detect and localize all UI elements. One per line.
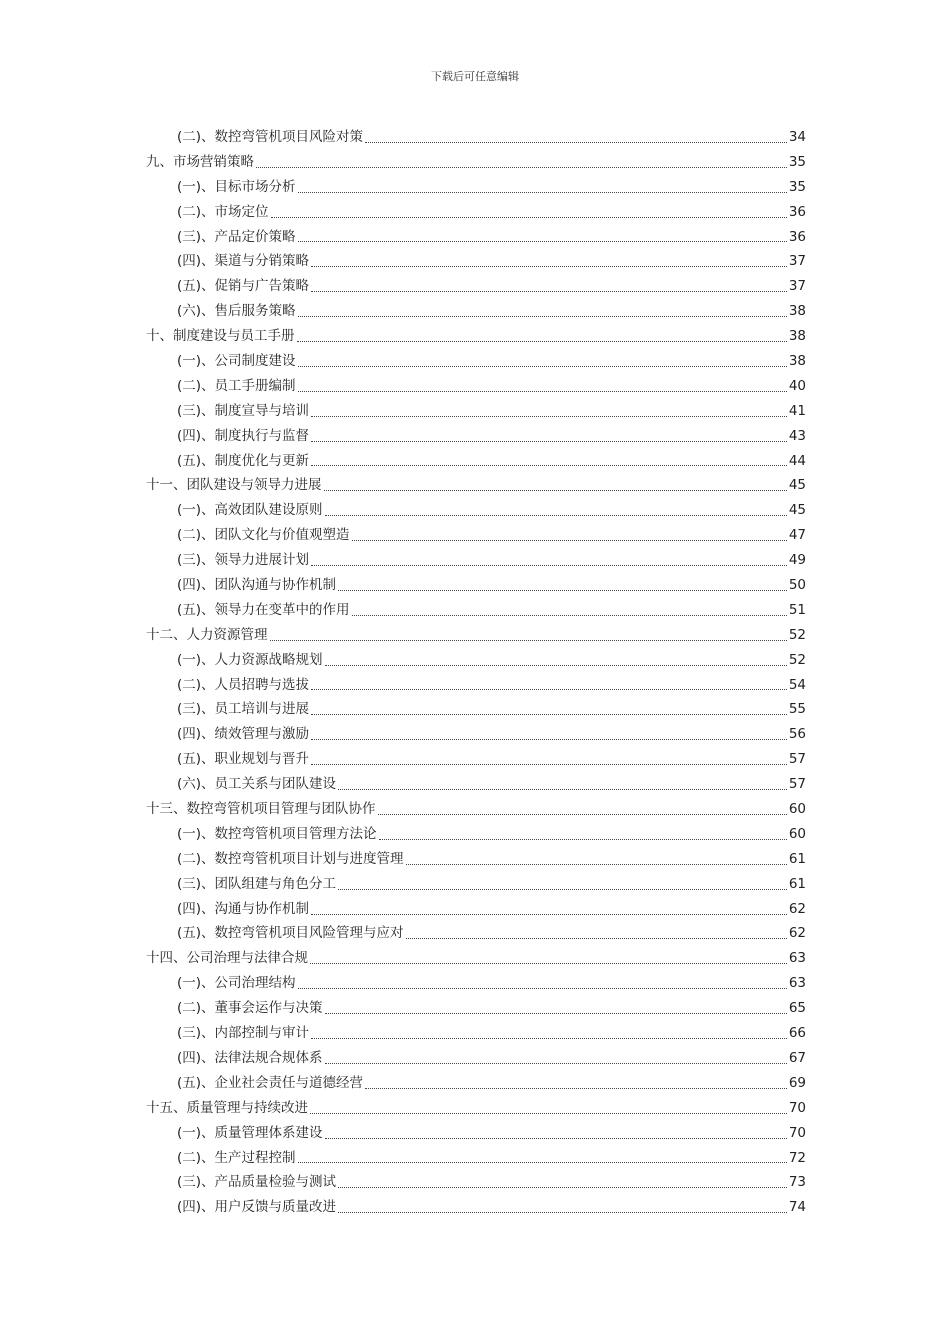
toc-page-number: 67 bbox=[788, 1049, 806, 1066]
toc-chapter-entry[interactable] bbox=[146, 623, 806, 648]
toc-dot-leader bbox=[311, 266, 787, 267]
toc-section-entry[interactable] bbox=[146, 673, 806, 698]
toc-section-entry[interactable] bbox=[146, 125, 806, 150]
toc-section-entry[interactable] bbox=[146, 1021, 806, 1046]
toc-page-number: 37 bbox=[788, 253, 806, 270]
toc-dot-leader bbox=[352, 540, 787, 541]
toc-dot-leader bbox=[325, 1013, 787, 1014]
toc-dot-leader bbox=[325, 1063, 787, 1064]
toc-section-entry[interactable] bbox=[146, 822, 806, 847]
toc-page-number: 63 bbox=[788, 950, 806, 967]
toc-section-entry[interactable] bbox=[146, 424, 806, 449]
toc-dot-leader bbox=[298, 241, 787, 242]
toc-dot-leader bbox=[324, 490, 787, 491]
toc-page-number: 49 bbox=[788, 552, 806, 569]
table-of-contents bbox=[146, 125, 806, 1220]
toc-dot-leader bbox=[311, 441, 787, 442]
toc-page-number: 65 bbox=[788, 1000, 806, 1017]
toc-entry-title: (三)、产品质量检验与测试 bbox=[177, 1174, 337, 1191]
toc-page-number: 62 bbox=[788, 925, 806, 942]
toc-dot-leader bbox=[271, 217, 787, 218]
toc-dot-leader bbox=[298, 316, 787, 317]
toc-dot-leader bbox=[338, 889, 787, 890]
toc-entry-title: (三)、员工培训与进展 bbox=[177, 701, 310, 718]
toc-entry-title: (五)、促销与广告策略 bbox=[177, 278, 310, 295]
toc-page-number: 35 bbox=[788, 178, 806, 195]
toc-entry-title: (五)、制度优化与更新 bbox=[177, 452, 310, 469]
toc-dot-leader bbox=[406, 864, 787, 865]
toc-dot-leader bbox=[325, 665, 787, 666]
toc-dot-leader bbox=[298, 366, 787, 367]
toc-dot-leader bbox=[311, 416, 787, 417]
toc-section-entry[interactable] bbox=[146, 449, 806, 474]
toc-page-number: 40 bbox=[788, 377, 806, 394]
toc-section-entry[interactable] bbox=[146, 996, 806, 1021]
toc-dot-leader bbox=[311, 739, 787, 740]
toc-section-entry[interactable] bbox=[146, 498, 806, 523]
toc-entry-title: (一)、数控弯管机项目管理方法论 bbox=[177, 825, 377, 842]
toc-entry-title: (一)、质量管理体系建设 bbox=[177, 1124, 323, 1141]
toc-entry-title: (六)、售后服务策略 bbox=[177, 303, 296, 320]
toc-page-number: 52 bbox=[788, 626, 806, 643]
toc-section-entry[interactable] bbox=[146, 1046, 806, 1071]
toc-entry-title: (一)、公司治理结构 bbox=[177, 975, 296, 992]
toc-chapter-entry[interactable] bbox=[146, 473, 806, 498]
toc-section-entry[interactable] bbox=[146, 1195, 806, 1220]
toc-dot-leader bbox=[338, 1187, 787, 1188]
toc-entry-title: (二)、生产过程控制 bbox=[177, 1149, 296, 1166]
toc-section-entry[interactable] bbox=[146, 523, 806, 548]
toc-section-entry[interactable] bbox=[146, 1146, 806, 1171]
toc-section-entry[interactable] bbox=[146, 1170, 806, 1195]
toc-dot-leader bbox=[352, 615, 787, 616]
toc-entry-title: (三)、制度宣导与培训 bbox=[177, 402, 310, 419]
toc-section-entry[interactable] bbox=[146, 274, 806, 299]
toc-section-entry[interactable] bbox=[146, 872, 806, 897]
toc-section-entry[interactable] bbox=[146, 598, 806, 623]
toc-dot-leader bbox=[311, 565, 787, 566]
toc-section-entry[interactable] bbox=[146, 200, 806, 225]
toc-entry-title: (五)、领导力在变革中的作用 bbox=[177, 601, 350, 618]
toc-page-number: 38 bbox=[788, 328, 806, 345]
toc-section-entry[interactable] bbox=[146, 1071, 806, 1096]
toc-page-number: 72 bbox=[788, 1149, 806, 1166]
toc-section-entry[interactable] bbox=[146, 225, 806, 250]
toc-section-entry[interactable] bbox=[146, 548, 806, 573]
toc-section-entry[interactable] bbox=[146, 399, 806, 424]
toc-entry-title: (四)、法律法规合规体系 bbox=[177, 1049, 323, 1066]
toc-dot-leader bbox=[311, 914, 787, 915]
toc-entry-title: (五)、数控弯管机项目风险管理与应对 bbox=[177, 925, 404, 942]
toc-page-number: 45 bbox=[788, 502, 806, 519]
toc-page-number: 55 bbox=[788, 701, 806, 718]
toc-section-entry[interactable] bbox=[146, 922, 806, 947]
toc-dot-leader bbox=[311, 291, 787, 292]
toc-entry-title: (四)、沟通与协作机制 bbox=[177, 900, 310, 917]
toc-page-number: 45 bbox=[788, 477, 806, 494]
toc-entry-title: 十二、人力资源管理 bbox=[146, 626, 268, 643]
toc-page-number: 69 bbox=[788, 1074, 806, 1091]
toc-section-entry[interactable] bbox=[146, 772, 806, 797]
toc-page-number: 44 bbox=[788, 452, 806, 469]
toc-chapter-entry[interactable] bbox=[146, 150, 806, 175]
toc-dot-leader bbox=[298, 391, 787, 392]
toc-dot-leader bbox=[311, 1038, 787, 1039]
toc-section-entry[interactable] bbox=[146, 175, 806, 200]
toc-page-number: 57 bbox=[788, 776, 806, 793]
toc-entry-title: (四)、用户反馈与质量改进 bbox=[177, 1199, 337, 1216]
toc-entry-title: (二)、团队文化与价值观塑造 bbox=[177, 527, 350, 544]
toc-dot-leader bbox=[338, 590, 787, 591]
toc-entry-title: (二)、人员招聘与选拔 bbox=[177, 676, 310, 693]
toc-section-entry[interactable] bbox=[146, 573, 806, 598]
toc-chapter-entry[interactable] bbox=[146, 324, 806, 349]
toc-section-entry[interactable] bbox=[146, 897, 806, 922]
toc-chapter-entry[interactable] bbox=[146, 1096, 806, 1121]
toc-page-number: 36 bbox=[788, 203, 806, 220]
toc-page-number: 63 bbox=[788, 975, 806, 992]
toc-page-number: 60 bbox=[788, 801, 806, 818]
toc-section-entry[interactable] bbox=[146, 648, 806, 673]
toc-entry-title: 十五、质量管理与持续改进 bbox=[146, 1099, 308, 1116]
toc-page-number: 60 bbox=[788, 825, 806, 842]
toc-entry-title: (三)、产品定价策略 bbox=[177, 228, 296, 245]
toc-page-number: 74 bbox=[788, 1199, 806, 1216]
toc-page-number: 57 bbox=[788, 751, 806, 768]
toc-entry-title: (五)、企业社会责任与道德经营 bbox=[177, 1074, 364, 1091]
toc-page-number: 70 bbox=[788, 1099, 806, 1116]
toc-entry-title: (一)、目标市场分析 bbox=[177, 178, 296, 195]
toc-entry-title: 十三、数控弯管机项目管理与团队协作 bbox=[146, 801, 376, 818]
toc-dot-leader bbox=[379, 839, 787, 840]
toc-page-number: 73 bbox=[788, 1174, 806, 1191]
toc-entry-title: 九、市场营销策略 bbox=[146, 153, 254, 170]
toc-page-number: 50 bbox=[788, 577, 806, 594]
toc-entry-title: 十一、团队建设与领导力进展 bbox=[146, 477, 322, 494]
page-header: 下载后可任意编辑 bbox=[431, 70, 519, 83]
toc-section-entry[interactable] bbox=[146, 249, 806, 274]
toc-entry-title: (四)、制度执行与监督 bbox=[177, 427, 310, 444]
toc-section-entry[interactable] bbox=[146, 747, 806, 772]
toc-page-number: 38 bbox=[788, 303, 806, 320]
toc-page-number: 34 bbox=[788, 128, 806, 145]
toc-page-number: 61 bbox=[788, 850, 806, 867]
toc-page-number: 56 bbox=[788, 726, 806, 743]
toc-dot-leader bbox=[338, 1212, 787, 1213]
toc-entry-title: (二)、市场定位 bbox=[177, 203, 269, 220]
toc-entry-title: (一)、公司制度建设 bbox=[177, 353, 296, 369]
toc-section-entry[interactable] bbox=[146, 374, 806, 399]
toc-entry-title: (一)、高效团队建设原则 bbox=[177, 502, 323, 519]
toc-section-entry[interactable] bbox=[146, 299, 806, 324]
toc-entry-title: (一)、人力资源战略规划 bbox=[177, 651, 323, 668]
toc-page-number: 37 bbox=[788, 278, 806, 295]
toc-dot-leader bbox=[406, 938, 787, 939]
toc-page-number: 54 bbox=[788, 676, 806, 693]
toc-dot-leader bbox=[297, 341, 787, 342]
toc-page-number: 52 bbox=[788, 651, 806, 668]
toc-entry-title: (五)、职业规划与晋升 bbox=[177, 751, 310, 768]
toc-dot-leader bbox=[325, 515, 787, 516]
toc-entry-title: (三)、内部控制与审计 bbox=[177, 1025, 310, 1042]
toc-dot-leader bbox=[270, 640, 787, 641]
toc-page-number: 51 bbox=[788, 601, 806, 618]
toc-entry-title: (二)、董事会运作与决策 bbox=[177, 1000, 323, 1017]
toc-dot-leader bbox=[365, 1088, 787, 1089]
toc-dot-leader bbox=[378, 814, 787, 815]
toc-chapter-entry[interactable] bbox=[146, 797, 806, 822]
toc-page-number: 41 bbox=[788, 402, 806, 419]
toc-entry-title: (四)、团队沟通与协作机制 bbox=[177, 577, 337, 594]
toc-dot-leader bbox=[311, 689, 787, 690]
toc-dot-leader bbox=[298, 988, 787, 989]
toc-page-number: 61 bbox=[788, 875, 806, 892]
toc-entry-title: (二)、员工手册编制 bbox=[177, 377, 296, 394]
toc-entry-title: (二)、数控弯管机项目风险对策 bbox=[177, 128, 364, 145]
toc-page-number: 62 bbox=[788, 900, 806, 917]
toc-section-entry[interactable] bbox=[146, 349, 806, 374]
toc-page-number: 47 bbox=[788, 527, 806, 544]
toc-entry-title: (四)、绩效管理与激励 bbox=[177, 726, 310, 743]
toc-chapter-entry[interactable] bbox=[146, 946, 806, 971]
toc-entry-title: (二)、数控弯管机项目计划与进度管理 bbox=[177, 850, 404, 867]
toc-page-number: 38 bbox=[788, 353, 806, 369]
toc-entry-title: (三)、领导力进展计划 bbox=[177, 552, 310, 569]
toc-dot-leader bbox=[310, 1113, 787, 1114]
toc-dot-leader bbox=[365, 142, 787, 143]
toc-dot-leader bbox=[310, 963, 787, 964]
toc-page-number: 36 bbox=[788, 228, 806, 245]
toc-section-entry[interactable] bbox=[146, 697, 806, 722]
toc-entry-title: 十四、公司治理与法律合规 bbox=[146, 950, 308, 967]
toc-dot-leader bbox=[311, 465, 787, 466]
toc-page-number: 35 bbox=[788, 153, 806, 170]
toc-section-entry[interactable] bbox=[146, 1121, 806, 1146]
toc-dot-leader bbox=[298, 1162, 787, 1163]
toc-page-number: 70 bbox=[788, 1124, 806, 1141]
toc-entry-title: (四)、渠道与分销策略 bbox=[177, 253, 310, 270]
toc-dot-leader bbox=[311, 714, 787, 715]
toc-dot-leader bbox=[338, 789, 787, 790]
toc-entry-title: (六)、员工关系与团队建设 bbox=[177, 776, 337, 793]
toc-section-entry[interactable] bbox=[146, 722, 806, 747]
toc-section-entry[interactable] bbox=[146, 847, 806, 872]
toc-entry-title: (三)、团队组建与角色分工 bbox=[177, 875, 337, 892]
toc-dot-leader bbox=[298, 192, 787, 193]
toc-page-number: 43 bbox=[788, 427, 806, 444]
toc-entry-title: 十、制度建设与员工手册 bbox=[146, 328, 295, 345]
toc-page-number: 66 bbox=[788, 1025, 806, 1042]
toc-section-entry[interactable] bbox=[146, 971, 806, 996]
toc-dot-leader bbox=[325, 1138, 787, 1139]
toc-dot-leader bbox=[256, 167, 787, 168]
toc-dot-leader bbox=[311, 764, 787, 765]
